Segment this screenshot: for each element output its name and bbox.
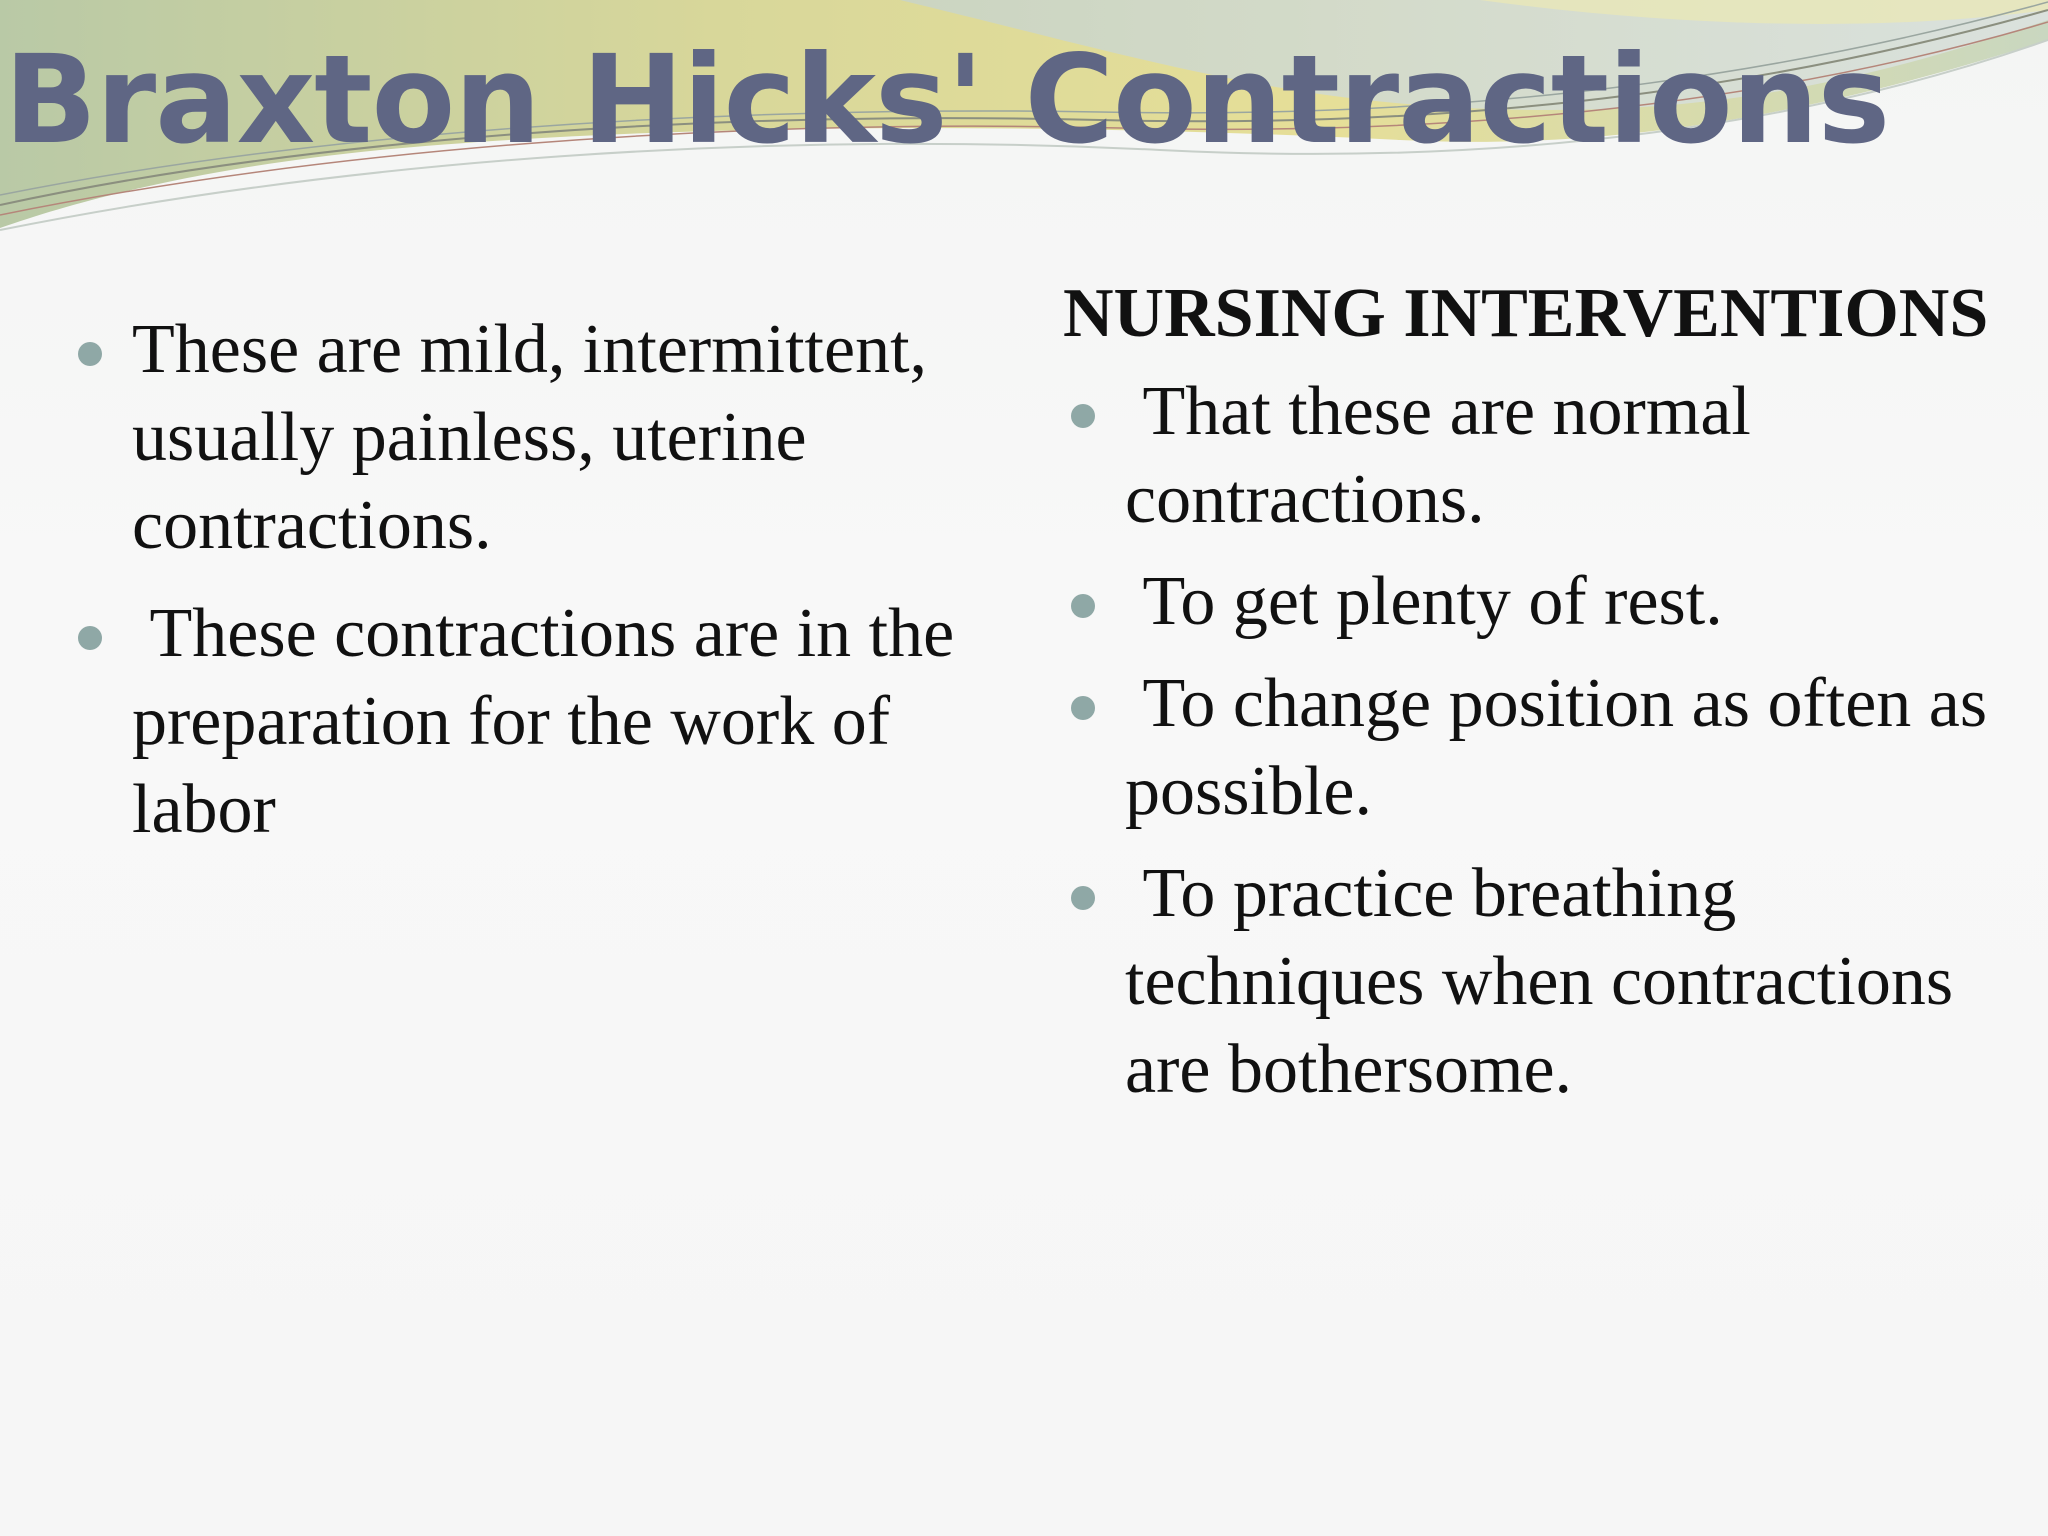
list-item (1063, 368, 2003, 544)
bullet-text: These contractions are in the preparation for the work of labor (132, 595, 972, 848)
right-bullet-list (1063, 368, 2003, 1114)
bullet-dot-icon (78, 342, 102, 366)
right-column (1063, 270, 2003, 1128)
nursing-interventions-heading: NURSING INTERVENTIONS (1063, 275, 1989, 352)
left-bullet-list (70, 306, 970, 854)
list-item (1063, 660, 2003, 836)
list-item (70, 590, 970, 854)
list-item (1063, 850, 2003, 1114)
slide-title: Braxton Hicks' Contractions (4, 29, 1890, 171)
bullet-text: To get plenty of rest. (1125, 563, 1723, 640)
bullet-dot-icon (1071, 696, 1095, 720)
bullet-text: That these are normal contractions. (1125, 373, 1769, 538)
list-item (1063, 558, 2003, 646)
left-column (70, 270, 970, 872)
bullet-dot-icon (1071, 404, 1095, 428)
bullet-dot-icon (78, 626, 102, 650)
bullet-dot-icon (1071, 886, 1095, 910)
bullet-text: To practice breathing techniques when contractions are bothersome. (1125, 855, 1971, 1108)
bullet-text: These are mild, intermittent, usually painless, uterine contractions. (132, 311, 928, 564)
list-item (70, 306, 970, 570)
bullet-dot-icon (1071, 594, 1095, 618)
bullet-text: To change position as often as possible. (1125, 665, 2005, 830)
